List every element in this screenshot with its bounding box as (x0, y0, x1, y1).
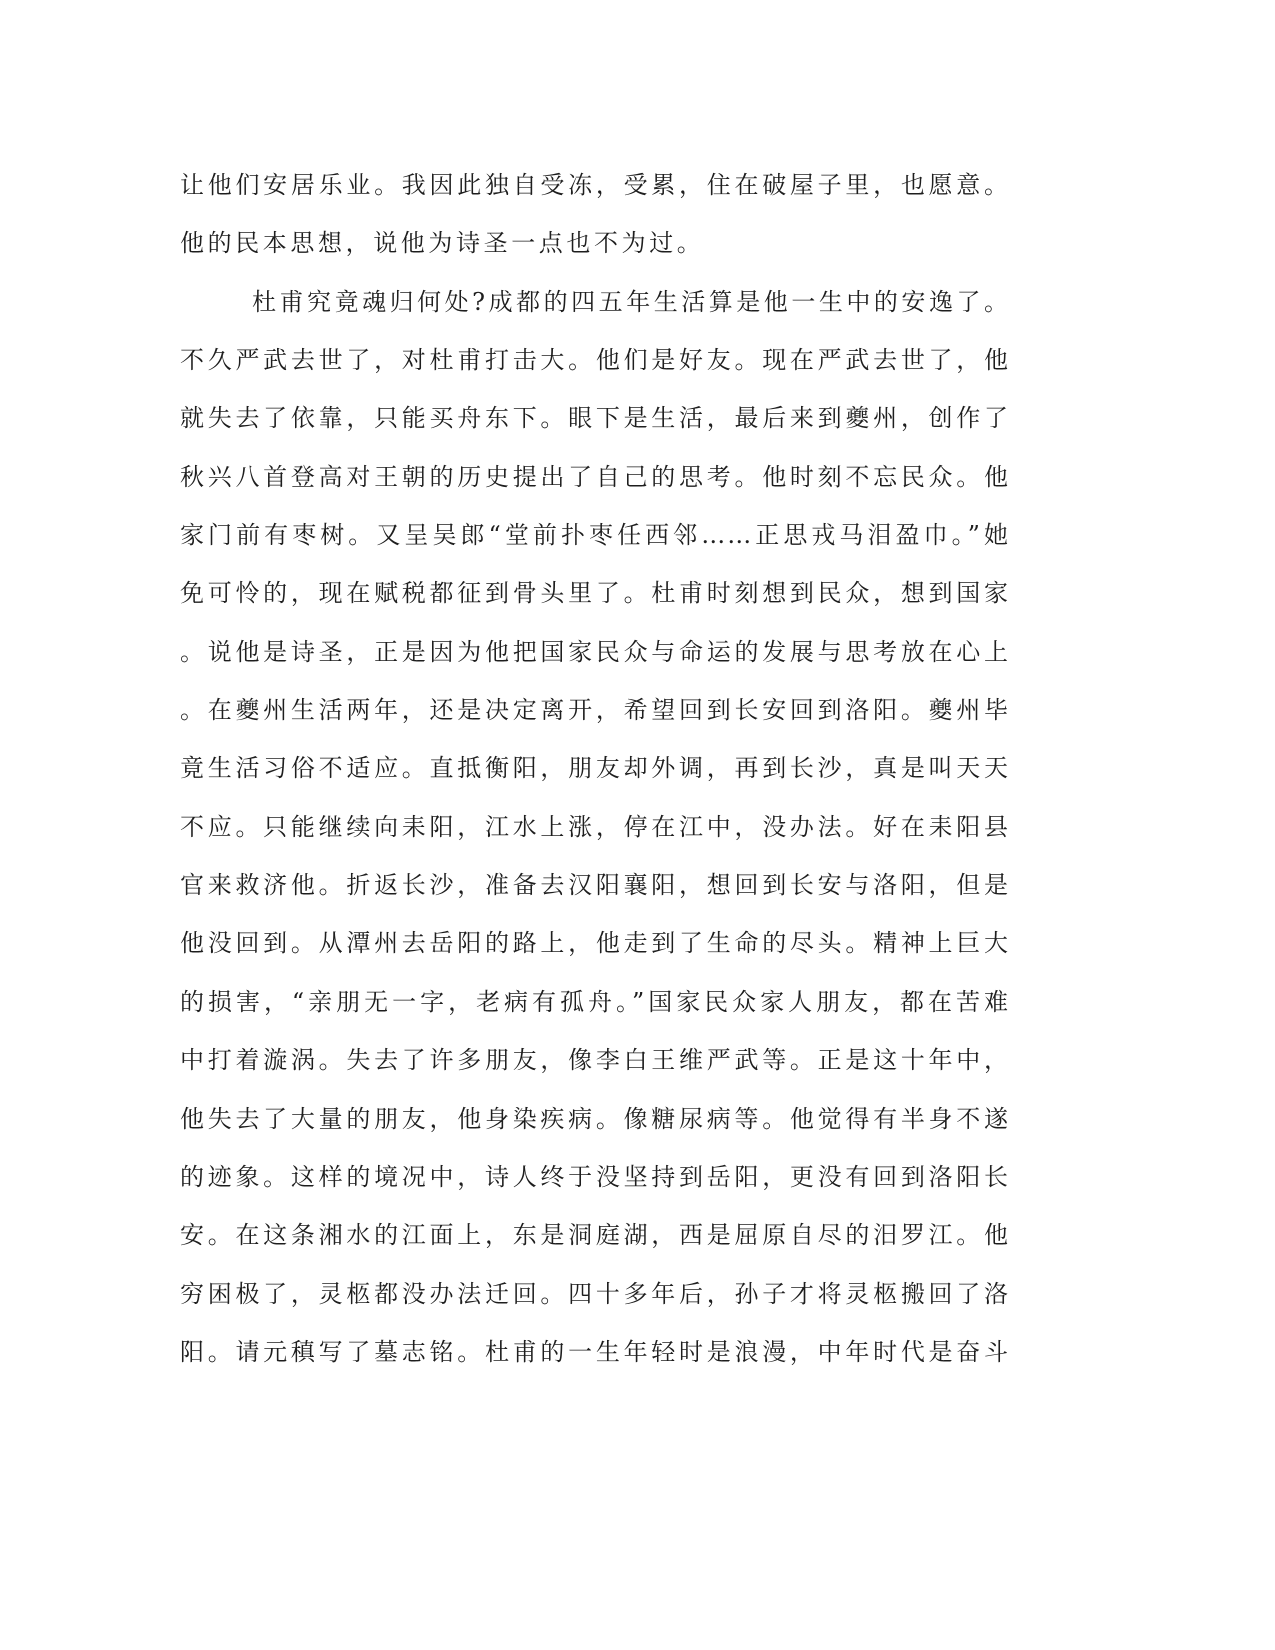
text-line: 他没回到。从潭州去岳阳的路上，他走到了生命的尽头。精神上巨大 (180, 929, 1010, 958)
text-line: 安。在这条湘水的江面上，东是洞庭湖，西是屈原自尽的汨罗江。他 (180, 1221, 1010, 1250)
text-line: 阳。请元稹写了墓志铭。杜甫的一生年轻时是浪漫，中年时代是奋斗 (180, 1337, 1010, 1366)
text-line: 秋兴八首登高对王朝的历史提出了自己的思考。他时刻不忘民众。他 (180, 462, 1010, 491)
body-text (180, 156, 1010, 1381)
text-line: 让他们安居乐业。我因此独自受冻，受累，住在破屋子里，也愿意。 (180, 171, 1010, 199)
text-line: 的损害，“亲朋无一字，老病有孤舟。”国家民众家人朋友，都在苦难 (180, 987, 1010, 1016)
text-line: 免可怜的，现在赋税都征到骨头里了。杜甫时刻想到民众，想到国家 (180, 579, 1010, 608)
text-line: 就失去了依靠，只能买舟东下。眼下是生活，最后来到夔州，创作了 (180, 404, 1010, 433)
text-line: 。说他是诗圣，正是因为他把国家民众与命运的发展与思考放在心上 (180, 637, 1010, 666)
text-line: 。在夔州生活两年，还是决定离开，希望回到长安回到洛阳。夔州毕 (180, 696, 1010, 725)
text-line: 他的民本思想，说他为诗圣一点也不为过。 (180, 229, 705, 258)
text-line: 不久严武去世了，对杜甫打击大。他们是好友。现在严武去世了，他 (180, 346, 1010, 375)
text-line: 中打着漩涡。失去了许多朋友，像李白王维严武等。正是这十年中， (180, 1046, 1010, 1075)
text-line: 官来救济他。折返长沙，准备去汉阳襄阳，想回到长安与洛阳，但是 (180, 871, 1010, 900)
text-line: 他失去了大量的朋友，他身染疾病。像糖尿病等。他觉得有半身不遂 (180, 1104, 1010, 1133)
text-line: 竟生活习俗不适应。直抵衡阳，朋友却外调，再到长沙，真是叫天天 (180, 754, 1010, 783)
paragraph-start-line: 杜甫究竟魂归何处?成都的四五年生活算是他一生中的安逸了。 (252, 287, 1010, 316)
text-line: 的迹象。这样的境况中，诗人终于没坚持到岳阳，更没有回到洛阳长 (180, 1162, 1010, 1191)
text-line: 穷困极了，灵柩都没办法迁回。四十多年后，孙子才将灵柩搬回了洛 (180, 1279, 1010, 1308)
text-line: 不应。只能继续向耒阳，江水上涨，停在江中，没办法。好在耒阳县 (180, 812, 1010, 841)
text-line: 家门前有枣树。又呈吴郎“堂前扑枣任西邻……正思戎马泪盈巾。”她 (180, 521, 1010, 550)
